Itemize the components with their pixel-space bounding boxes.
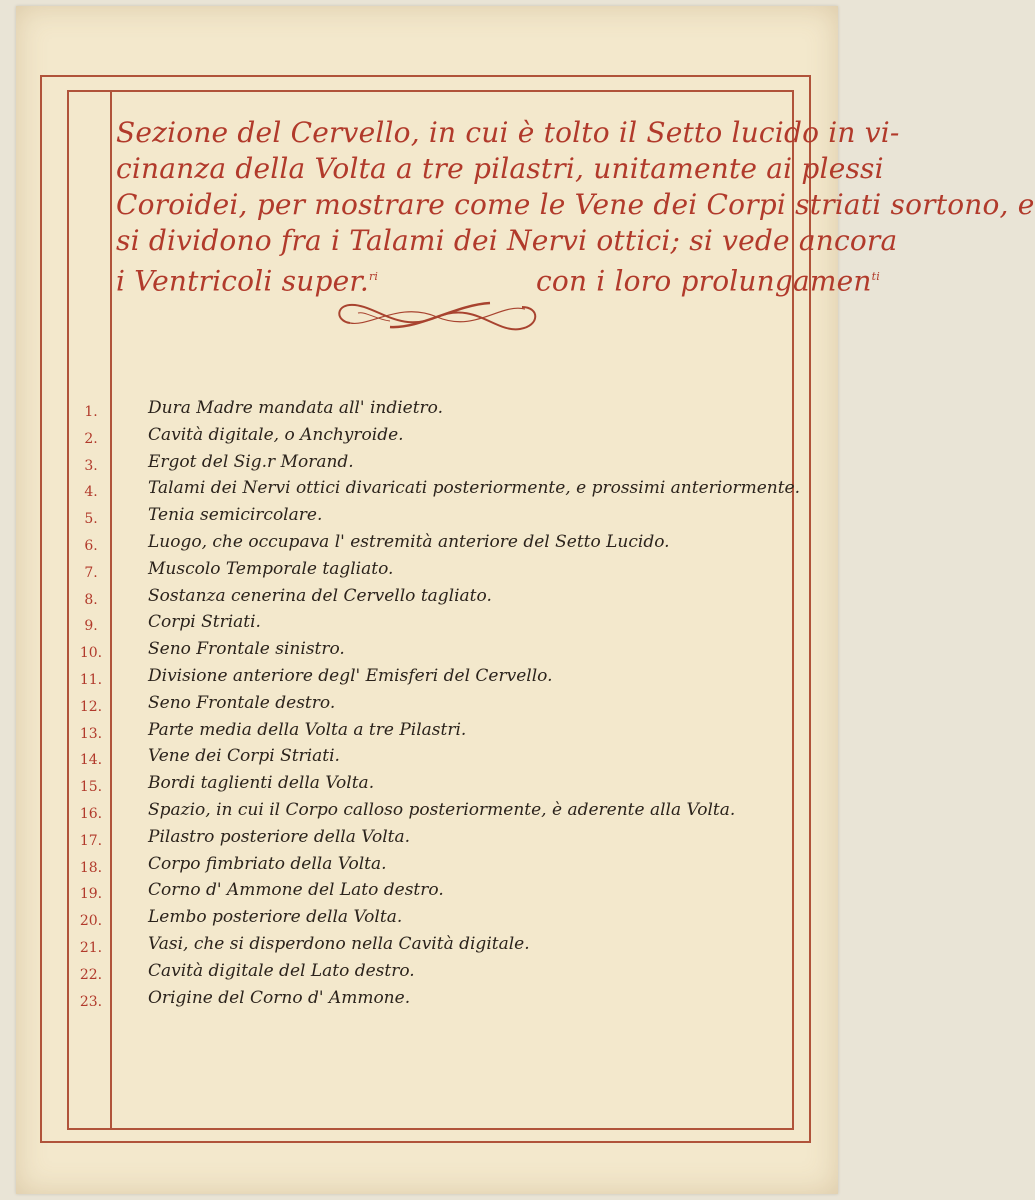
item-text: Talami dei Nervi ottici divaricati posteriormente, e prossimi anteriormente. <box>148 478 800 499</box>
item-text: Divisione anteriore degl' Emisferi del Cervello. <box>148 666 553 686</box>
item-text: Cavità digitale del Lato destro. <box>148 960 415 981</box>
item-text: Spazio, in cui il Corpo calloso posteriormente, è aderente alla Volta. <box>148 800 736 820</box>
list-item <box>0 425 853 452</box>
list-item <box>0 880 853 907</box>
item-text: Bordi taglienti della Volta. <box>148 773 375 794</box>
page-title <box>116 115 1035 298</box>
item-text: Ergot del Sig.r Morand. <box>148 451 354 472</box>
list-item <box>0 907 853 934</box>
item-text: Dura Madre mandata all' indietro. <box>148 398 444 418</box>
list-item <box>0 452 853 479</box>
list-item <box>0 854 853 881</box>
list-item <box>0 934 853 961</box>
item-number: 20. <box>79 913 103 930</box>
item-text: Seno Frontale destro. <box>148 692 336 713</box>
item-number: 16. <box>79 806 103 822</box>
title-superscript: ri <box>368 270 379 283</box>
list-item <box>0 639 853 666</box>
list-item <box>0 478 853 505</box>
list-item <box>0 505 853 532</box>
item-number: 5. <box>84 511 98 528</box>
item-number: 18. <box>79 859 103 876</box>
item-text: Corpo fimbriato della Volta. <box>148 853 387 874</box>
item-number: 11. <box>79 672 103 688</box>
item-text: Parte media della Volta a tre Pilastri. <box>148 719 467 740</box>
title-line: si dividono fra i Talami dei Nervi ottici; si vede ancora <box>116 224 898 257</box>
item-text: Seno Frontale sinistro. <box>148 639 345 660</box>
item-text: Cavità digitale, o Anchyroide. <box>148 424 404 445</box>
item-text: Vene dei Corpi Striati. <box>148 746 340 767</box>
item-number: 10. <box>79 645 103 662</box>
title-superscript: ti <box>871 270 880 283</box>
item-text: Pilastro posteriore della Volta. <box>148 826 411 847</box>
title-line: cinanza della Volta a tre pilastri, unitamente ai plessi <box>116 152 884 185</box>
list-item <box>0 988 853 1015</box>
list-item <box>0 559 853 586</box>
item-text: Corpi Striati. <box>148 612 261 633</box>
list-item <box>0 693 853 720</box>
item-number: 7. <box>84 564 98 581</box>
list-item <box>0 666 853 693</box>
title-last-right-text: con i loro prolungamen <box>536 264 872 298</box>
item-text: Luogo, che occupava l' estremità anteriore del Setto Lucido. <box>148 532 670 552</box>
item-number: 6. <box>84 538 98 554</box>
item-text: Vasi, che si disperdono nella Cavità digitale. <box>148 934 530 954</box>
item-number: 23. <box>79 993 103 1010</box>
item-text: Lembo posteriore della Volta. <box>148 907 403 928</box>
list-item <box>0 961 853 988</box>
list-item <box>0 398 853 425</box>
item-number: 13. <box>79 725 103 742</box>
list-item <box>0 827 853 854</box>
list-item <box>0 746 853 773</box>
item-number: 4. <box>84 484 98 501</box>
item-text: Tenia semicircolare. <box>148 505 323 526</box>
list-item <box>0 773 853 800</box>
item-number: 21. <box>79 940 103 956</box>
list-item <box>0 532 853 559</box>
item-number: 3. <box>84 457 98 474</box>
item-number: 19. <box>79 886 103 903</box>
title-last-left-text: i Ventricoli super. <box>116 264 369 298</box>
item-number: 8. <box>84 591 98 608</box>
item-number: 14. <box>79 752 103 769</box>
list-item <box>0 800 853 827</box>
item-number: 17. <box>79 832 103 849</box>
list-item <box>0 586 853 613</box>
list-item <box>0 720 853 747</box>
item-number: 12. <box>79 698 103 715</box>
item-number: 15. <box>79 779 103 796</box>
title-last-line <box>116 259 880 298</box>
list-item <box>0 612 853 639</box>
title-line: Coroidei, per mostrare come le Vene dei Corpi striati sortono, e <box>116 188 1035 221</box>
calligraphic-flourish-icon <box>330 293 545 341</box>
item-text: Sostanza cenerina del Cervello tagliato. <box>148 585 492 606</box>
item-number: 9. <box>84 618 98 635</box>
item-number: 2. <box>84 430 98 447</box>
item-number: 22. <box>79 966 103 983</box>
item-text: Muscolo Temporale tagliato. <box>148 558 394 579</box>
title-last-right <box>536 259 880 299</box>
item-text: Corno d' Ammone del Lato destro. <box>148 880 444 901</box>
item-text: Origine del Corno d' Ammone. <box>148 987 411 1008</box>
item-number: 1. <box>84 404 98 420</box>
title-line: Sezione del Cervello, in cui è tolto il Setto lucido in vi- <box>116 116 900 149</box>
